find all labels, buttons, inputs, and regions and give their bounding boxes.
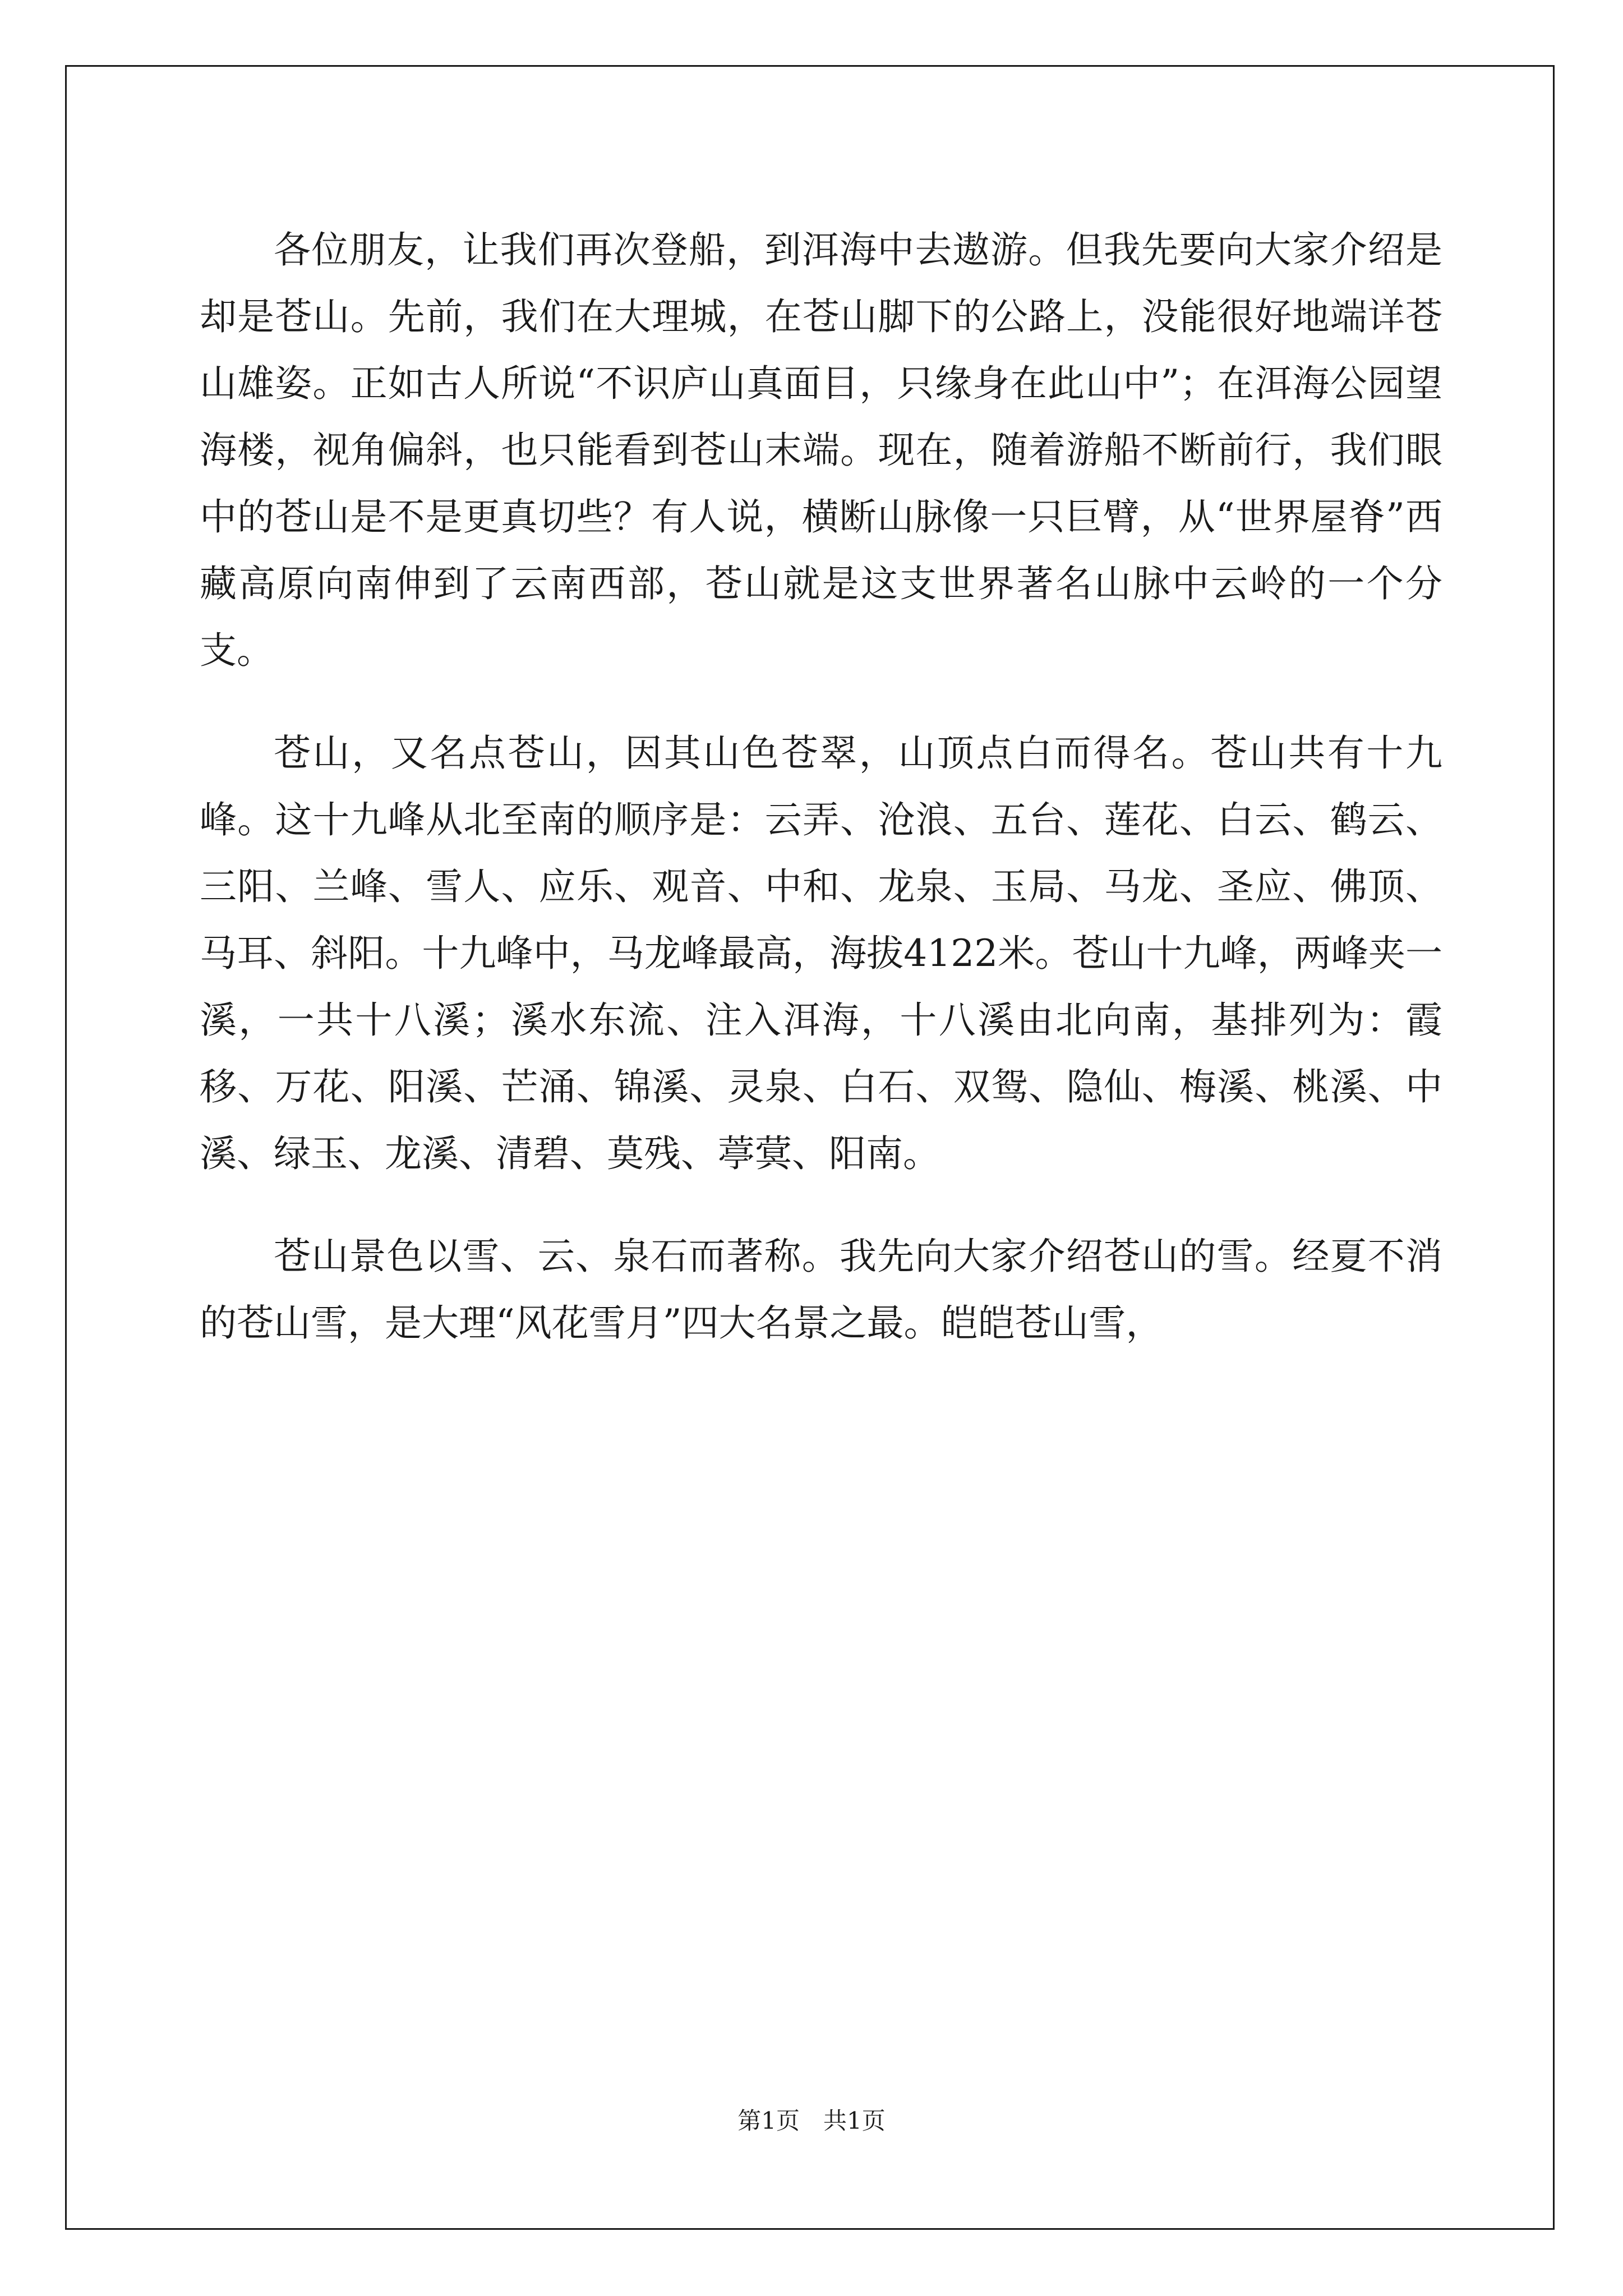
page-number-current: 第1页 <box>737 2107 800 2134</box>
page-number-total: 共1页 <box>823 2107 886 2134</box>
paragraph-1: 各位朋友，让我们再次登船，到洱海中去遨游。但我先要向大家介绍是却是苍山。先前，我们在大理城，在苍山脚下的公路上，没能很好地端详苍山雄姿。正如古人所说“不识庐山真面目，只缘身在此山中”；在洱海公园望海楼，视角偏斜，也只能看到苍山末端。现在，随着游船不断前行，我们眼中的苍山是不是更真切些？有人说，横断山脉像一只巨臂，从“世界屋脊”西藏高原向南伸到了云南西部，苍山就是这支世界著名山脉中云岭的一个分支。 <box>200 228 1442 672</box>
document-body <box>200 217 1442 1356</box>
paragraph-3: 苍山景色以雪、云、泉石而著称。我先向大家介绍苍山的雪。经夏不消的苍山雪，是大理“风花雪月”四大名景之最。皑皑苍山雪， <box>200 1235 1442 1345</box>
paragraph-2: 苍山，又名点苍山，因其山色苍翠，山顶点白而得名。苍山共有十九峰。这十九峰从北至南的顺序是：云弄、沧浪、五台、莲花、白云、鹤云、三阳、兰峰、雪人、应乐、观音、中和、龙泉、玉局、马龙、圣应、佛顶、马耳、斜阳。十九峰中，马龙峰最高，海拔4122米。苍山十九峰，两峰夹一溪，一共十八溪；溪水东流、注入洱海，十八溪由北向南，基排列为：霞移、万花、阳溪、芒涌、锦溪、灵泉、白石、双鸳、隐仙、梅溪、桃溪、中溪、绿玉、龙溪、清碧、莫残、葶蓂、阳南。 <box>200 731 1442 1175</box>
page-footer <box>0 2107 1623 2135</box>
